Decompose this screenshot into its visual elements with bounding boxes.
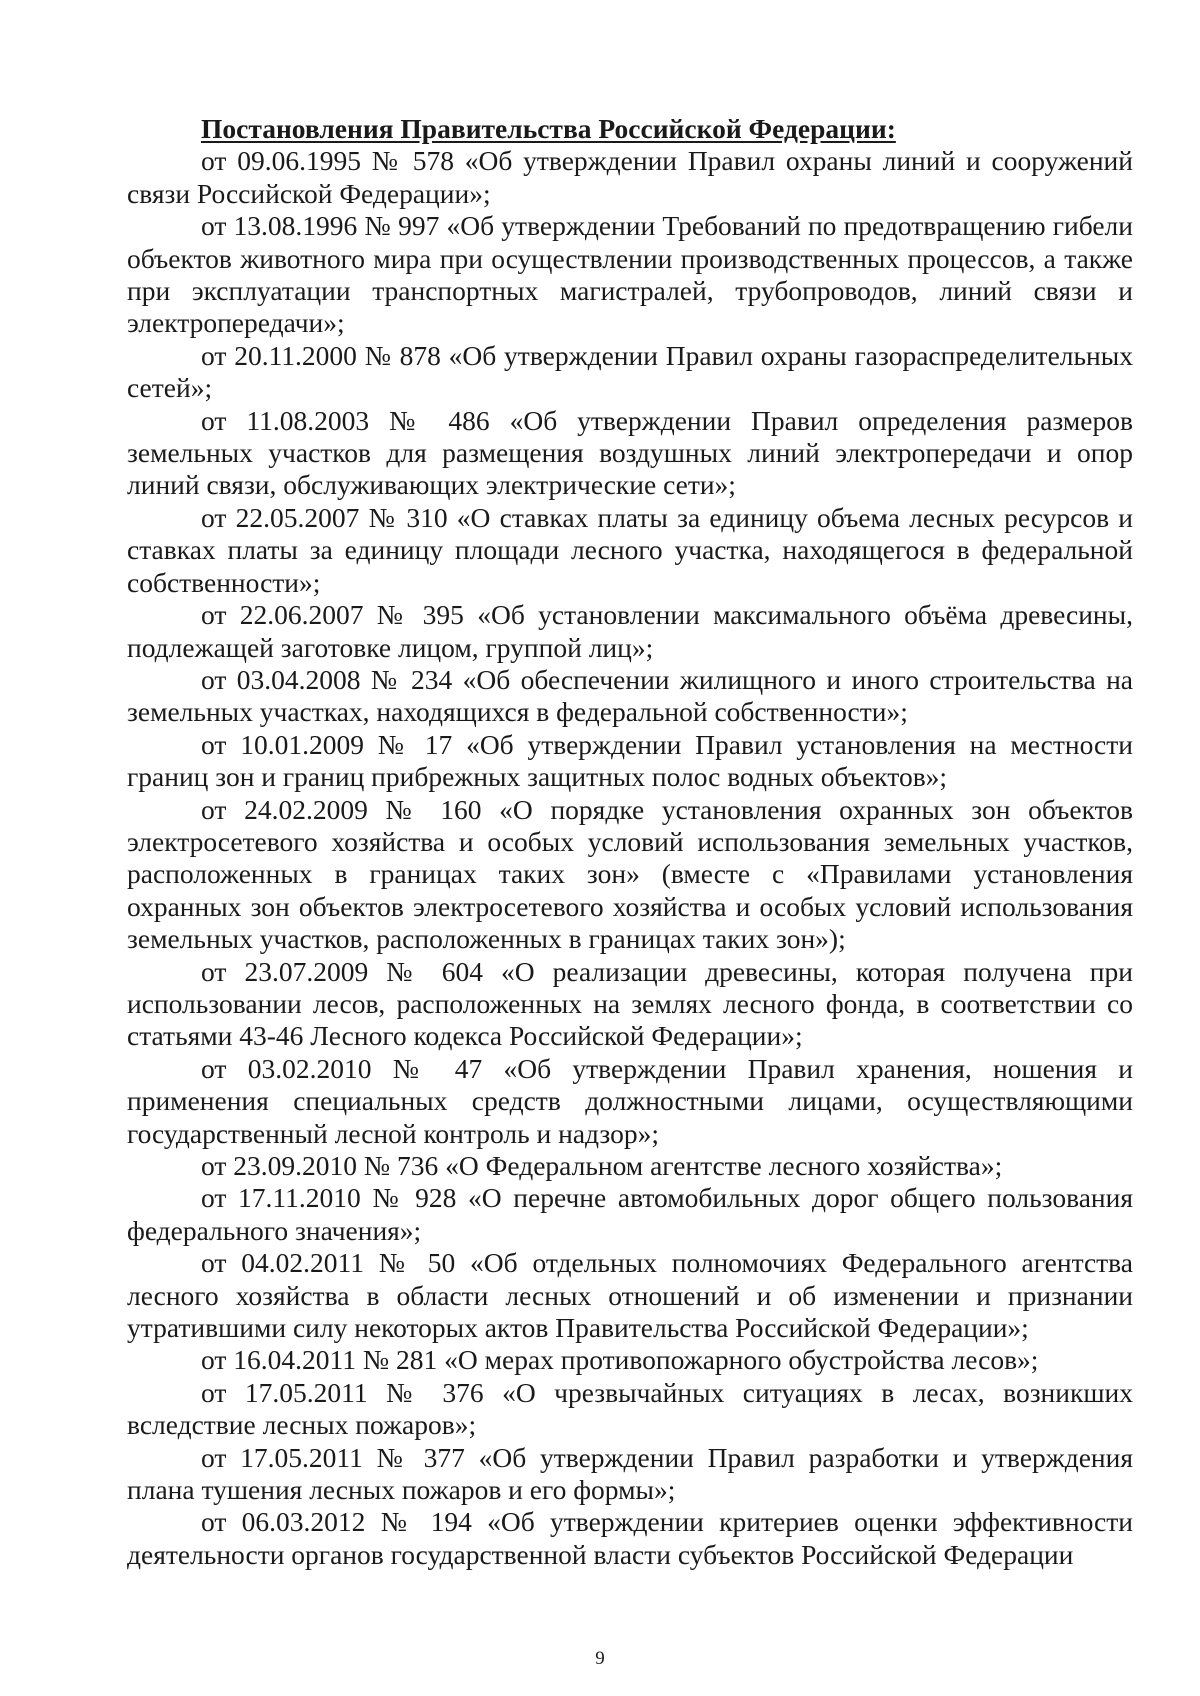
decree-item-10: от 23.07.2009 № 604 «О реализации древесины, которая получена при использовании лесов, расположенных на землях лесного фонда, в соответствии со статьями 43-46 Лесного кодекса Российской Федерации»; [127,955,1133,1052]
decree-item-7: от 03.04.2008 № 234 «Об обеспечении жилищного и иного строительства на земельных участках, находящихся в федеральной собственности»; [127,663,1133,728]
decree-item-2: от 13.08.1996 № 997 «Об утверждении Требований по предотвращению гибели объектов животного мира при осуществлении производственных процессов, а также при эксплуатации транспортных магистралей, трубопроводов, линий связи и электропередачи»; [127,210,1133,339]
decree-item-5: от 22.05.2007 № 310 «О ставках платы за единицу объема лесных ресурсов и ставках платы за единицу площади лесного участка, находящегося в федеральной собственности»; [127,501,1133,598]
decree-item-6: от 22.06.2007 № 395 «Об установлении максимального объёма древесины, подлежащей заготовке лицом, группой лиц»; [127,599,1133,663]
decree-item-11: от 03.02.2010 № 47 «Об утверждении Правил хранения, ношения и применения специальных средств должностными лицами, осуществляющими государственный лесной контроль и надзор»; [127,1052,1133,1149]
decree-item-17: от 17.05.2011 № 377 «Об утверждении Правил разработки и утверждения плана тушения лесных пожаров и его формы»; [127,1441,1133,1506]
decree-item-18: от 06.03.2012 № 194 «Об утверждении критериев оценки эффективности деятельности органов государственной власти субъектов Российской Федерации [127,1506,1133,1570]
decree-item-4: от 11.08.2003 № 486 «Об утверждении Правил определения размеров земельных участков для размещения воздушных линий электропередачи и опор линий связи, обслуживающих электрические сети»; [127,404,1133,501]
document-body [127,113,1133,1571]
decree-item-13: от 17.11.2010 № 928 «О перечне автомобильных дорог общего пользования федерального значения»; [127,1182,1133,1246]
decree-item-9: от 24.02.2009 № 160 «О порядке установления охранных зон объектов электросетевого хозяйства и особых условий использования земельных участков, расположенных в границах таких зон» (вместе с «Правилами установления охранных зон объектов электросетевого хозяйства и особых условий использования земельных участков, расположенных в границах таких зон»); [127,793,1133,955]
decree-item-16: от 17.05.2011 № 376 «О чрезвычайных ситуациях в лесах, возникших вследствие лесных пожаров»; [127,1376,1133,1441]
page-number: 9 [595,1648,605,1669]
decree-item-1: от 09.06.1995 № 578 «Об утверждении Правил охраны линий и сооружений связи Российской Федерации»; [127,145,1133,209]
decree-item-14: от 04.02.2011 № 50 «Об отдельных полномочиях Федерального агентства лесного хозяйства в области лесных отношений и об изменении и признании утратившими силу некоторых актов Правительства Российской Федерации»; [127,1247,1133,1344]
decree-item-3: от 20.11.2000 № 878 «Об утверждении Правил охраны газораспределительных сетей»; [127,339,1133,404]
decree-item-8: от 10.01.2009 № 17 «Об утверждении Правил установления на местности границ зон и границ прибрежных защитных полос водных объектов»; [127,728,1133,793]
decree-item-15: от 16.04.2011 № 281 «О мерах противопожарного обустройства лесов»; [201,1344,1039,1376]
section-heading: Постановления Правительства Российской Федерации: [201,113,896,144]
decree-item-12: от 23.09.2010 № 736 «О Федеральном агентстве лесного хозяйства»; [201,1150,1003,1181]
